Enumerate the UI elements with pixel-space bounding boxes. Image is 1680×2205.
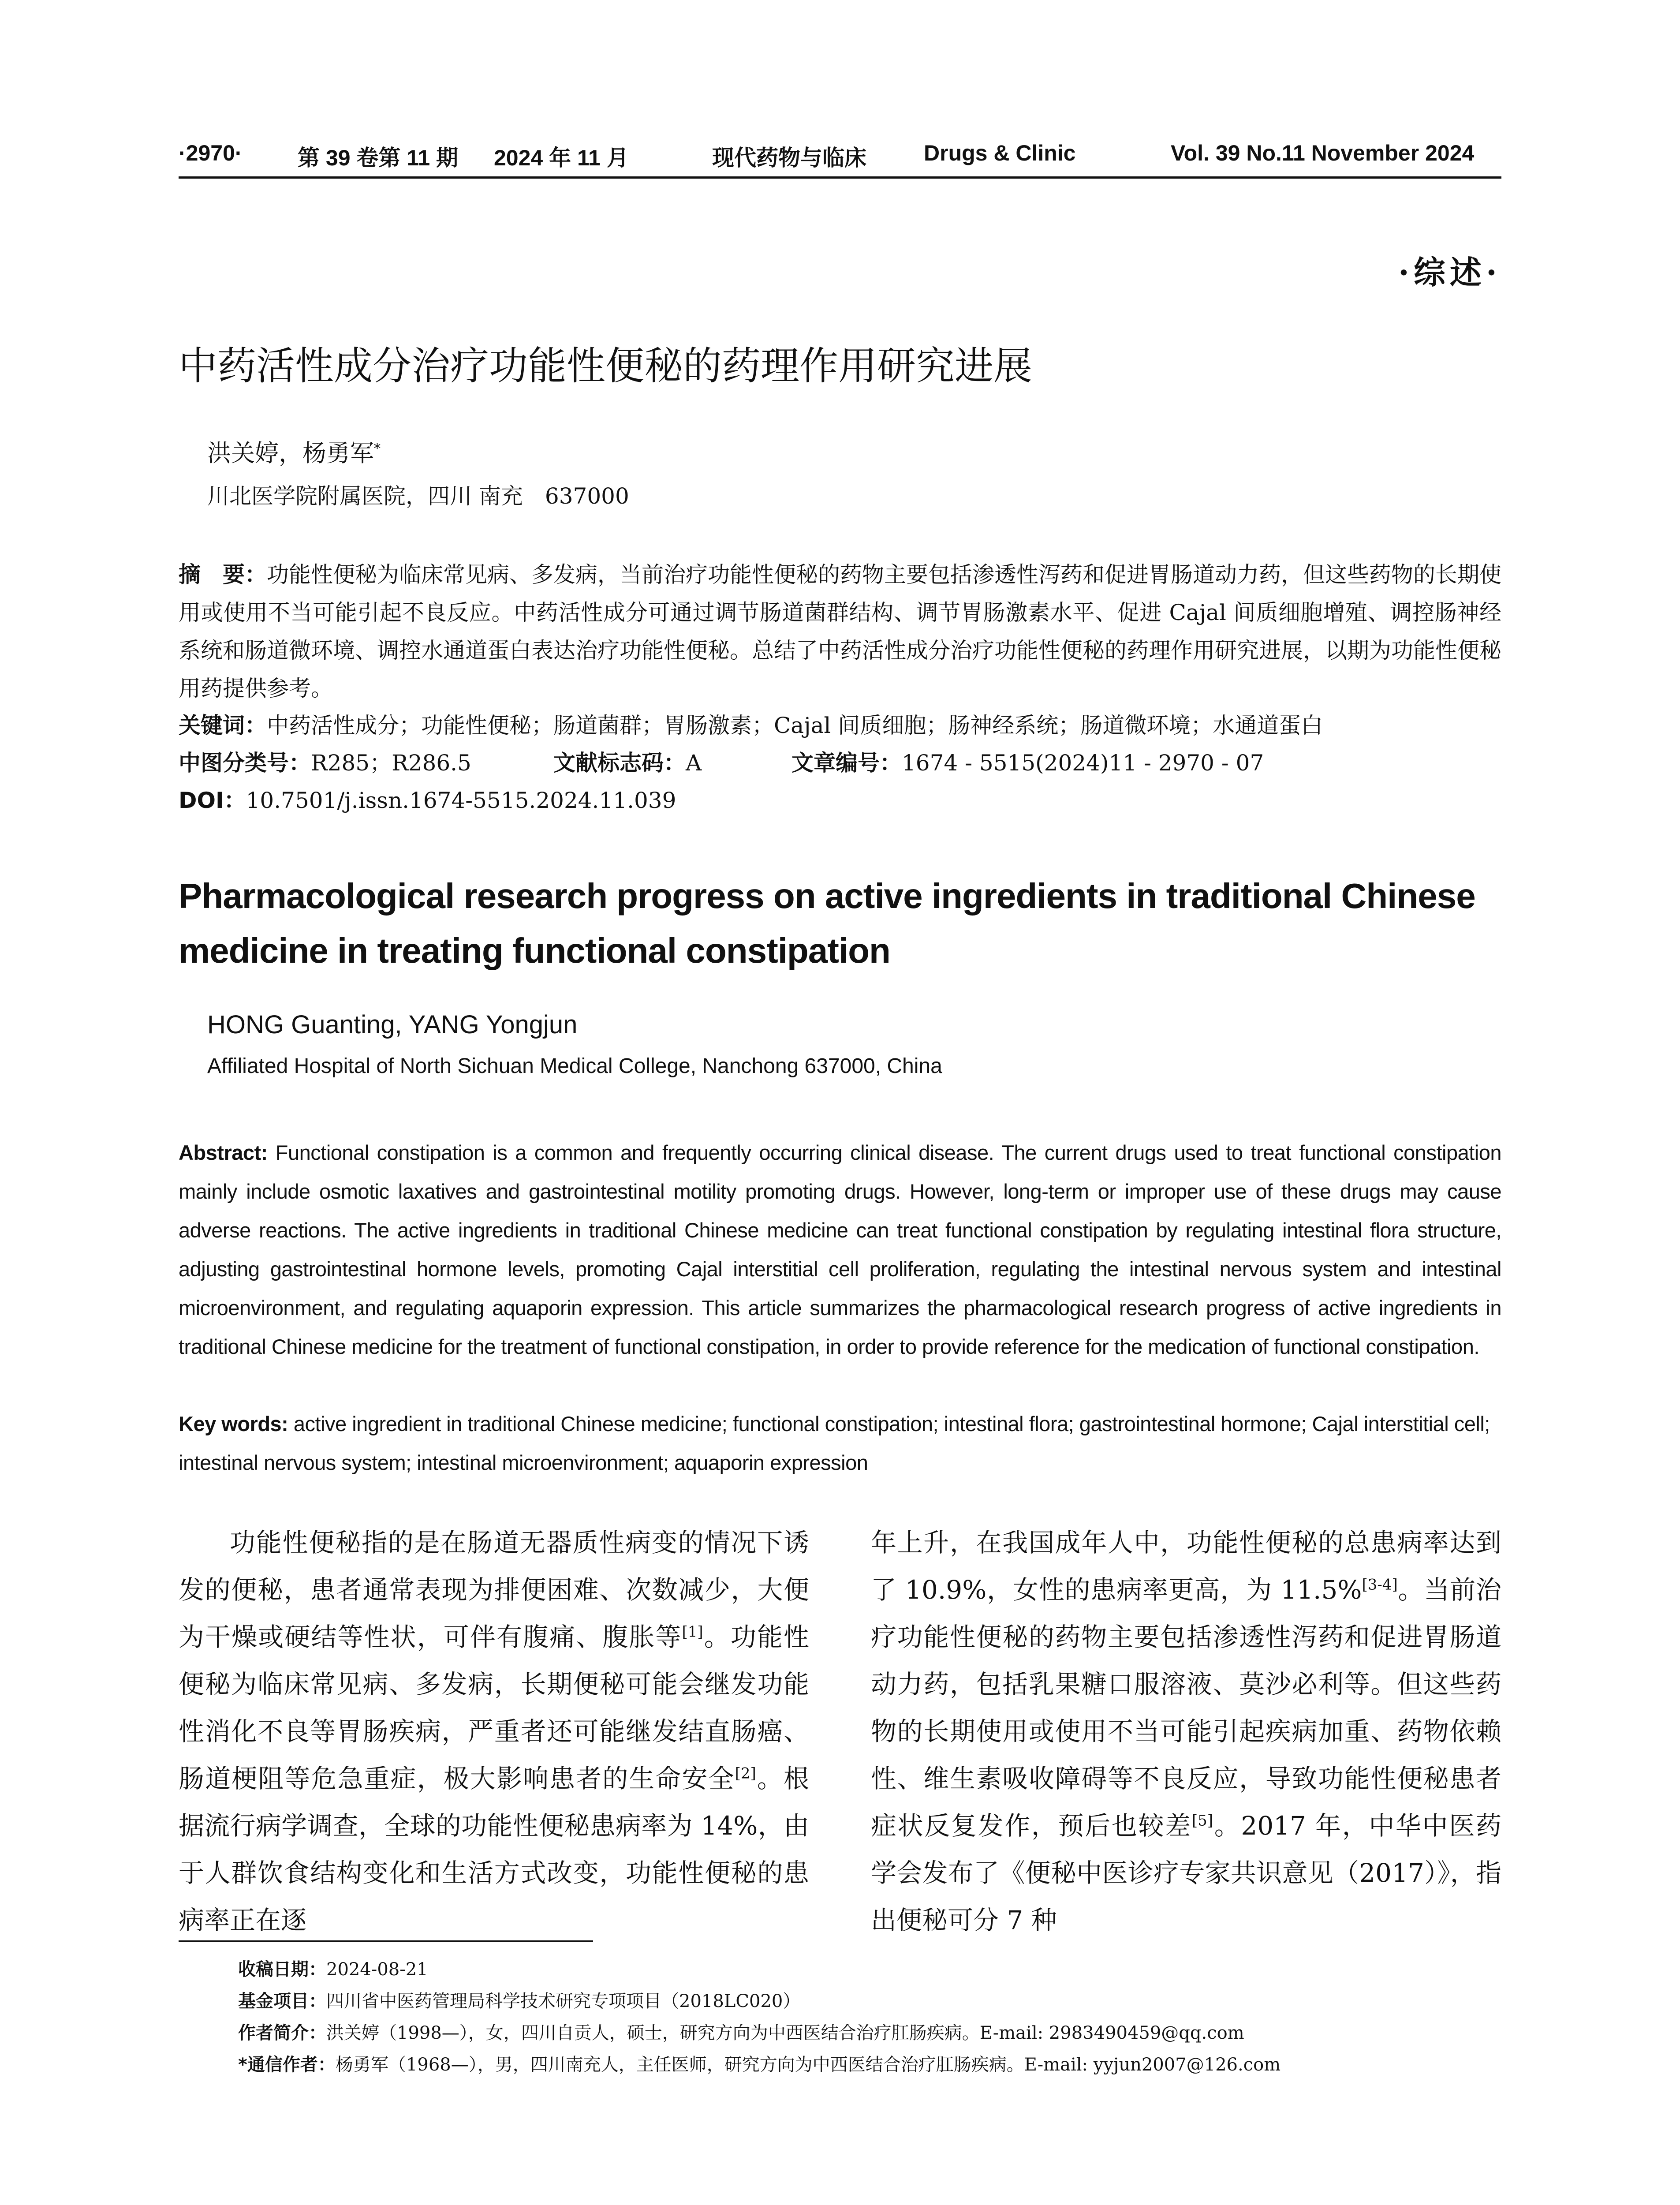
keywords-cn-label: 关键词： <box>179 713 267 738</box>
footnote-corresponding <box>238 2049 1504 2081</box>
footnote-text: 2024-08-21 <box>326 1959 428 1980</box>
citation-ref: [3-4] <box>1362 1576 1398 1594</box>
body-text: 年上升，在我国成年人中，功能性便秘的总患病率达到了 10.9%，女性的患病率更高，为 11.5% <box>871 1528 1501 1605</box>
clc-label: 中图分类号： <box>179 750 311 776</box>
running-header <box>179 140 1501 180</box>
footnote-fund <box>238 1985 1504 2017</box>
footnote-text: 四川省中医药管理局科学技术研究专项项目（2018LC020） <box>326 1991 801 2011</box>
body-text: 。2017 年，中华中医药学会发布了《便秘中医诊疗专家共识意见（2017）》，指出便秘可分 7 种 <box>871 1811 1501 1935</box>
keywords-cn-text: 中药活性成分；功能性便秘；肠道菌群；胃肠激素；Cajal 间质细胞；肠神经系统；肠道微环境；水通道蛋白 <box>267 713 1323 738</box>
footnote-author <box>238 2017 1504 2049</box>
journal-name-en: Drugs & Clinic <box>924 141 1076 165</box>
title-en: Pharmacological research progress on active ingredients in traditional Chinese medicine in treating functional constipation <box>179 876 1475 970</box>
abstract-en-label: Abstract: <box>179 1141 268 1164</box>
body-text: 。当前治疗功能性便秘的药物主要包括渗透性泻药和促进胃肠道动力药，包括乳果糖口服溶液、莫沙必利等。但这些药物的长期使用或使用不当可能引起疾病加重、药物依赖性、维生素吸收障碍等不良反应，导致功能性便秘患者症状反复发作，预后也较差 <box>871 1575 1501 1841</box>
abstract-en-text: Functional constipation is a common and frequently occurring clinical disease. The current drugs used to treat functional constipation mainly include osmotic laxatives and gastrointestinal motility promoting drugs. However, long-term or improper use of these drugs may cause adverse reactions. The active ingredients in traditional Chinese medicine can treat functional constipation by regulating intestinal flora structure, adjusting gastrointestinal hormone levels, promoting Cajal interstitial cell proliferation, regulating the intestinal nervous system and intestinal microenvironment, and regulating aquaporin expression. This article summarizes the pharmacological research progress of active ingredients in traditional Chinese medicine for the treatment of functional constipation, in order to provide reference for the medication of functional constipation. <box>179 1141 1502 1358</box>
doc-code-label: 文献标志码： <box>553 750 686 776</box>
footnote-text: 洪关婷（1998—），女，四川自贡人，硕士，研究方向为中西医结合治疗肛肠疾病。E-mail: 2983490459@qq.com <box>326 2023 1244 2043</box>
title-cn: 中药活性成分治疗功能性便秘的药理作用研究进展 <box>179 343 1033 389</box>
abstract-cn-label: 摘 要： <box>179 562 267 587</box>
authors-cn-names: 洪关婷，杨勇军 <box>207 439 374 467</box>
footnote-label: *通信作者： <box>238 2055 336 2075</box>
citation-ref: [1] <box>682 1623 703 1641</box>
classification-line <box>179 745 1501 777</box>
body-text: 。根据流行病学调查，全球的功能性便秘患病率为 14%，由于人群饮食结构变化和生活方式改变，功能性便秘的患病率正在逐 <box>179 1764 809 1935</box>
body-text: 功能性便秘指的是在肠道无器质性病变的情况下诱发的便秘，患者通常表现为排便困难、次数减少，大便为干燥或硬结等性状，可伴有腹痛、腹胀等 <box>179 1528 809 1652</box>
citation-ref: [2] <box>735 1764 756 1783</box>
abstract-en <box>179 1133 1501 1366</box>
footnote-label: 基金项目： <box>238 1991 326 2011</box>
authors-cn <box>207 434 381 468</box>
footnote-text: 杨勇军（1968—），男，四川南充人，主任医师，研究方向为中西医结合治疗肛肠疾病。E-mail: yyjun2007@126.com <box>335 2055 1281 2075</box>
body-column-right <box>871 1519 1501 1944</box>
section-label: ·综述· <box>1398 254 1501 291</box>
abstract-cn-text: 功能性便秘为临床常见病、多发病，当前治疗功能性便秘的药物主要包括渗透性泻药和促进胃肠道动力药，但这些药物的长期使用或使用不当可能引起不良反应。中药活性成分可通过调节肠道菌群结构、调节胃肠激素水平、促进 Cajal 间质细胞增殖、调控肠神经系统和肠道微环境、调控水通道蛋白表达治疗功能性便秘。总结了中药活性成分治疗功能性便秘的药理作用研究进展，以期为功能性便秘用药提供参考。 <box>179 562 1501 701</box>
doc-code-value: A <box>686 750 702 776</box>
doi-label: DOI： <box>179 788 246 813</box>
issue-en: Vol. 39 No.11 November 2024 <box>1171 141 1475 165</box>
body-column-left <box>179 1519 809 1944</box>
page-number: ·2970· <box>179 141 243 165</box>
footnote-label: 作者简介： <box>238 2023 326 2043</box>
citation-ref: [5] <box>1191 1812 1213 1830</box>
issue-cn: 第 39 卷第 11 期 <box>298 146 459 170</box>
body-paragraph <box>871 1519 1501 1944</box>
header-rule <box>179 176 1501 179</box>
footnote-label: 收稿日期： <box>238 1959 326 1980</box>
keywords-en-text: active ingredient in traditional Chinese medicine; functional constipation; intestinal flora; gastrointestinal hormone; Cajal interstitial cell; intestinal nervous system; intestinal microenvironment; aquaporin expression <box>179 1412 1490 1474</box>
abstract-cn <box>179 556 1501 707</box>
clc-value: R285；R286.5 <box>311 750 471 776</box>
affiliation-en: Affiliated Hospital of North Sichuan Medical College, Nanchong 637000, China <box>207 1054 942 1078</box>
keywords-en-label: Key words: <box>179 1412 288 1435</box>
keywords-en <box>179 1405 1501 1482</box>
body-text: 。功能性便秘为临床常见病、多发病，长期便秘可能会继发功能性消化不良等胃肠疾病，严重者还可能继发结直肠癌、肠道梗阻等危急重症，极大影响患者的生命安全 <box>179 1622 809 1794</box>
date-cn: 2024 年 11 月 <box>494 146 629 170</box>
body-paragraph <box>179 1519 809 1944</box>
affiliation-cn: 川北医学院附属医院，四川 南充 637000 <box>207 483 629 509</box>
footnote-received <box>238 1954 1504 1985</box>
journal-name-cn: 现代药物与临床 <box>712 145 866 171</box>
corresponding-mark: * <box>374 441 381 456</box>
article-no-label: 文章编号： <box>791 750 902 776</box>
keywords-cn <box>179 708 1501 740</box>
doi-value: 10.7501/j.issn.1674-5515.2024.11.039 <box>246 788 676 813</box>
doi-line <box>179 783 1501 815</box>
authors-en: HONG Guanting, YANG Yongjun <box>207 1010 578 1039</box>
footnotes <box>238 1954 1504 2081</box>
article-no-value: 1674 - 5515(2024)11 - 2970 - 07 <box>902 750 1264 776</box>
footnote-rule <box>179 1940 593 1942</box>
